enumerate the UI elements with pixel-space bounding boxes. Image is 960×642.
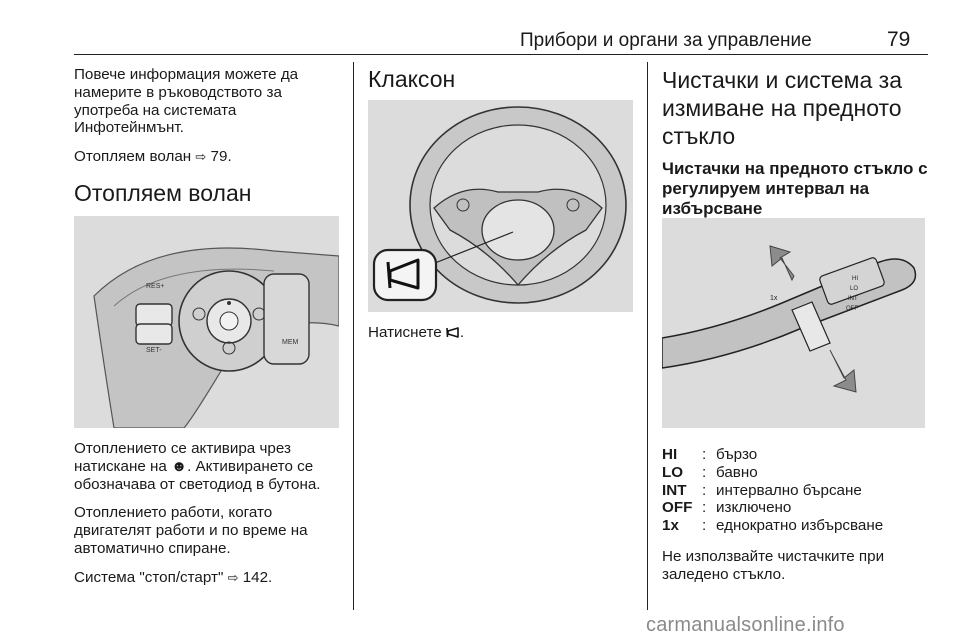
horn-illustration: [368, 100, 633, 312]
res-label: RES+: [146, 283, 165, 290]
lever-label-off: OFF: [846, 306, 858, 312]
horn-instruction-period: .: [459, 324, 465, 341]
definition-separator: :: [702, 463, 707, 481]
page-reference-icon: ⇨: [227, 569, 239, 585]
lever-label-lo: LO: [850, 286, 859, 292]
definition-description: еднократно избърсване: [716, 517, 884, 535]
definition-term: INT: [662, 481, 687, 499]
cross-reference-page: 79.: [210, 148, 232, 166]
wiper-lever-illustration: [662, 218, 925, 428]
section-heading-heated-wheel: Отопляем волан: [74, 179, 252, 206]
lever-label-hi: HI: [852, 276, 858, 282]
heating-activation-text: Отоплението се активира чрез натискане на: [74, 440, 291, 475]
heating-operation-paragraph: Отоплението работи, когато двигателят работи и по време на автоматично спиране.: [74, 504, 308, 557]
subheading-adjustable-interval: Чистачки на предното стъкло с регулируем интервал на избърсване: [662, 159, 928, 218]
definition-separator: :: [702, 446, 707, 463]
column-divider-2: [647, 62, 648, 610]
steering-controls-illustration: [74, 216, 339, 428]
cross-reference-label: Отопляем волан: [74, 148, 192, 166]
running-header-title: Прибори и органи за управление: [520, 30, 812, 51]
frozen-glass-warning: Не използвайте чистачките при заледено стъкло.: [662, 547, 885, 583]
section-heading-horn: Клаксон: [368, 66, 456, 92]
definition-description: изключено: [716, 499, 792, 517]
wiper-position-definitions: [662, 446, 924, 595]
definition-separator: :: [702, 481, 707, 499]
definition-separator: :: [702, 517, 707, 535]
stop-start-page: 142.: [242, 568, 273, 586]
definition-row: [662, 482, 924, 500]
heated-steering-wheel-icon: ☻: [171, 457, 188, 475]
column-divider-1: [353, 62, 354, 610]
cross-reference-heated-wheel[interactable]: [74, 148, 344, 166]
definition-row: [662, 446, 924, 464]
definition-term: HI: [662, 446, 678, 463]
cross-reference-stop-start[interactable]: [74, 569, 344, 587]
lever-label-int: INT: [848, 296, 858, 302]
horn-icon: [446, 327, 460, 338]
definition-description: бавно: [716, 463, 758, 481]
column-1: [74, 66, 344, 207]
definition-term: OFF: [662, 499, 693, 517]
figure-steering-wheel-horn: [368, 100, 633, 312]
definition-row: [662, 464, 924, 482]
intro-paragraph: Повече информация можете да намерите в ръководството за употреба на системата Инфотейнмънт.: [74, 66, 299, 137]
page-number: 79: [887, 28, 911, 51]
figure-steering-wheel-controls: [74, 216, 339, 428]
definition-description: бързо: [716, 446, 758, 463]
definition-term: LO: [662, 463, 684, 481]
section-heading-wipers: Чистачки и система за измиване на предното стъкло: [662, 67, 903, 149]
mem-label: MEM: [282, 339, 299, 346]
watermark: carmanualsonline.info: [646, 614, 845, 636]
column-2: [368, 66, 634, 93]
definition-description: интервално бърсане: [716, 481, 862, 499]
heating-activation-rest: . Активирането се обозначава от светодиод в бутона.: [74, 457, 321, 493]
definition-row: [662, 517, 924, 535]
page-reference-icon: ⇨: [195, 149, 207, 165]
column-2-lower: [368, 324, 634, 353]
column-1-lower: [74, 440, 344, 598]
set-label: SET-: [146, 347, 162, 354]
definition-term: 1x: [662, 517, 679, 535]
heating-activation-paragraph: [74, 440, 344, 493]
column-3: [662, 66, 930, 219]
stop-start-label: Система "стоп/старт": [74, 568, 224, 586]
horn-instruction-paragraph: [368, 324, 634, 342]
header-divider: [74, 54, 928, 55]
definition-row: [662, 499, 924, 517]
definition-separator: :: [702, 499, 707, 517]
horn-instruction-text: Натиснете: [368, 324, 442, 341]
lever-label-1x: 1x: [770, 295, 778, 302]
figure-wiper-lever: [662, 218, 925, 428]
